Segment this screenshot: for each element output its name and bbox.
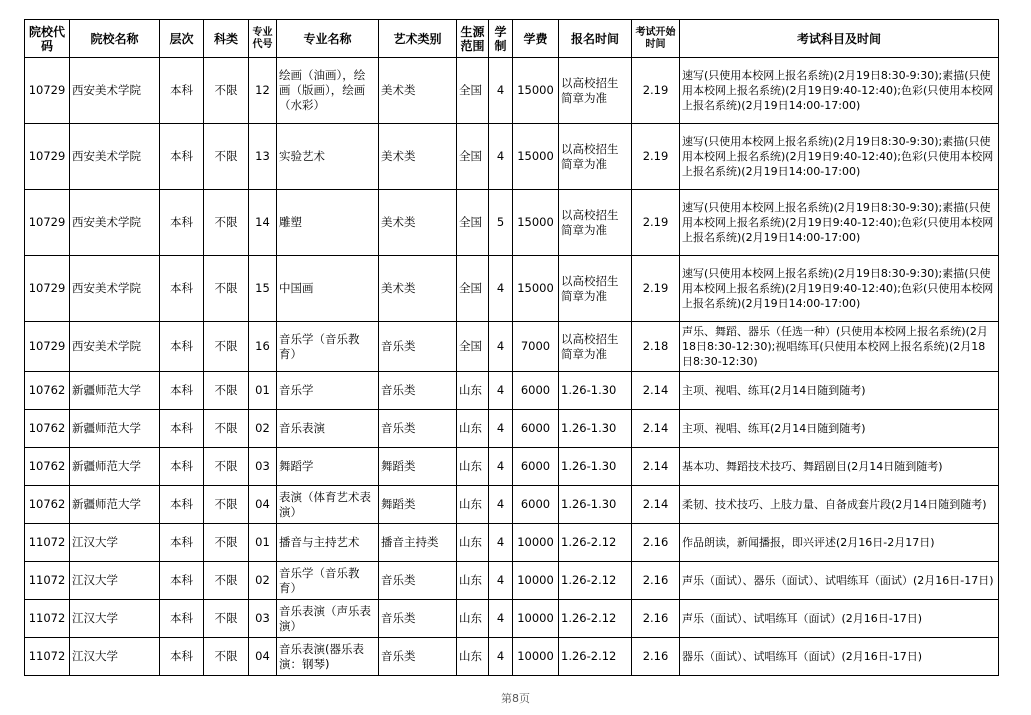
- art-category-cell: 美术类: [379, 256, 457, 322]
- major-code-cell: 13: [249, 124, 277, 190]
- subject-cell: 不限: [204, 600, 249, 638]
- scope-cell: 山东: [457, 410, 489, 448]
- admissions-table: [24, 19, 999, 676]
- table-row: [25, 562, 999, 600]
- school-name-cell: 西安美术学院: [70, 58, 160, 124]
- years-cell: 4: [489, 448, 513, 486]
- exam-subjects-cell: 速写(只使用本校网上报名系统)(2月19日8:30-9:30);素描(只使用本校网上报名系统)(2月19日9:40-12:40);色彩(只使用本校网上报名系统)(2月19日14:00-17:00): [680, 190, 999, 256]
- fee-cell: 6000: [513, 486, 559, 524]
- level-cell: 本科: [160, 322, 204, 372]
- registration-cell: 1.26-1.30: [559, 410, 632, 448]
- exam-subjects-cell: 柔韧、技术技巧、上肢力量、自备成套片段(2月14日随到随考): [680, 486, 999, 524]
- level-cell: 本科: [160, 562, 204, 600]
- level-cell: 本科: [160, 190, 204, 256]
- major-code-cell: 02: [249, 562, 277, 600]
- table-row: [25, 524, 999, 562]
- table-row: [25, 372, 999, 410]
- exam-subjects-cell: 基本功、舞蹈技术技巧、舞蹈剧目(2月14日随到随考): [680, 448, 999, 486]
- fee-cell: 6000: [513, 448, 559, 486]
- header-school-name: 院校名称: [70, 20, 160, 58]
- subject-cell: 不限: [204, 562, 249, 600]
- exam-start-cell: 2.14: [632, 410, 680, 448]
- exam-start-cell: 2.19: [632, 256, 680, 322]
- scope-cell: 山东: [457, 486, 489, 524]
- years-cell: 4: [489, 486, 513, 524]
- exam-subjects-cell: 声乐、舞蹈、器乐（任选一种）(只使用本校网上报名系统)(2月18日8:30-12:30);视唱练耳(只使用本校网上报名系统)(2月18日8:30-12:30): [680, 322, 999, 372]
- exam-start-cell: 2.14: [632, 486, 680, 524]
- school-name-cell: 新疆师范大学: [70, 410, 160, 448]
- table-row: [25, 58, 999, 124]
- exam-subjects-cell: 速写(只使用本校网上报名系统)(2月19日8:30-9:30);素描(只使用本校网上报名系统)(2月19日9:40-12:40);色彩(只使用本校网上报名系统)(2月19日14:00-17:00): [680, 124, 999, 190]
- subject-cell: 不限: [204, 638, 249, 676]
- art-category-cell: 音乐类: [379, 562, 457, 600]
- exam-start-cell: 2.16: [632, 638, 680, 676]
- registration-cell: 1.26-2.12: [559, 638, 632, 676]
- years-cell: 4: [489, 562, 513, 600]
- years-cell: 4: [489, 410, 513, 448]
- exam-subjects-cell: 主项、视唱、练耳(2月14日随到随考): [680, 410, 999, 448]
- registration-cell: 1.26-1.30: [559, 372, 632, 410]
- fee-cell: 10000: [513, 600, 559, 638]
- exam-subjects-cell: 速写(只使用本校网上报名系统)(2月19日8:30-9:30);素描(只使用本校网上报名系统)(2月19日9:40-12:40);色彩(只使用本校网上报名系统)(2月19日14:00-17:00): [680, 256, 999, 322]
- years-cell: 4: [489, 58, 513, 124]
- years-cell: 4: [489, 372, 513, 410]
- registration-cell: 1.26-2.12: [559, 600, 632, 638]
- header-fee: 学费: [513, 20, 559, 58]
- school-name-cell: 江汉大学: [70, 524, 160, 562]
- art-category-cell: 舞蹈类: [379, 486, 457, 524]
- header-exam-subjects: 考试科目及时间: [680, 20, 999, 58]
- level-cell: 本科: [160, 372, 204, 410]
- exam-subjects-cell: 声乐（面试）、器乐（面试）、试唱练耳（面试）(2月16日-17日): [680, 562, 999, 600]
- fee-cell: 7000: [513, 322, 559, 372]
- major-name-cell: 音乐表演: [277, 410, 379, 448]
- scope-cell: 山东: [457, 638, 489, 676]
- school-name-cell: 新疆师范大学: [70, 372, 160, 410]
- scope-cell: 全国: [457, 322, 489, 372]
- major-name-cell: 舞蹈学: [277, 448, 379, 486]
- exam-subjects-cell: 作品朗读，新闻播报，即兴评述(2月16日-2月17日): [680, 524, 999, 562]
- school-code-cell: 10762: [25, 410, 70, 448]
- level-cell: 本科: [160, 486, 204, 524]
- header-art-category: 艺术类别: [379, 20, 457, 58]
- fee-cell: 15000: [513, 256, 559, 322]
- scope-cell: 全国: [457, 124, 489, 190]
- page-number: 第8页: [501, 692, 530, 705]
- major-code-cell: 12: [249, 58, 277, 124]
- scope-cell: 山东: [457, 372, 489, 410]
- header-major-code: 专业代号: [249, 20, 277, 58]
- school-code-cell: 11072: [25, 638, 70, 676]
- fee-cell: 15000: [513, 124, 559, 190]
- fee-cell: 10000: [513, 524, 559, 562]
- registration-cell: 1.26-2.12: [559, 562, 632, 600]
- school-code-cell: 11072: [25, 524, 70, 562]
- years-cell: 4: [489, 124, 513, 190]
- level-cell: 本科: [160, 524, 204, 562]
- major-name-cell: 实验艺术: [277, 124, 379, 190]
- school-name-cell: 江汉大学: [70, 562, 160, 600]
- years-cell: 4: [489, 638, 513, 676]
- subject-cell: 不限: [204, 524, 249, 562]
- table-body: [25, 58, 999, 676]
- table-row: [25, 638, 999, 676]
- school-code-cell: 10762: [25, 372, 70, 410]
- header-exam-start: 考试开始时间: [632, 20, 680, 58]
- header-scope: 生源范围: [457, 20, 489, 58]
- years-cell: 4: [489, 524, 513, 562]
- major-code-cell: 15: [249, 256, 277, 322]
- table-row: [25, 190, 999, 256]
- table-row: [25, 486, 999, 524]
- exam-start-cell: 2.16: [632, 600, 680, 638]
- level-cell: 本科: [160, 58, 204, 124]
- major-name-cell: 表演（体育艺术表演）: [277, 486, 379, 524]
- school-code-cell: 10729: [25, 322, 70, 372]
- years-cell: 4: [489, 322, 513, 372]
- school-name-cell: 江汉大学: [70, 638, 160, 676]
- exam-subjects-cell: 器乐（面试）、试唱练耳（面试）(2月16日-17日): [680, 638, 999, 676]
- school-name-cell: 江汉大学: [70, 600, 160, 638]
- art-category-cell: 音乐类: [379, 410, 457, 448]
- school-name-cell: 西安美术学院: [70, 322, 160, 372]
- header-row: [25, 20, 999, 58]
- art-category-cell: 播音主持类: [379, 524, 457, 562]
- major-code-cell: 02: [249, 410, 277, 448]
- scope-cell: 山东: [457, 448, 489, 486]
- table-row: [25, 410, 999, 448]
- major-name-cell: 绘画（油画），绘画（版画），绘画（水彩）: [277, 58, 379, 124]
- school-code-cell: 10729: [25, 190, 70, 256]
- major-name-cell: 音乐表演(器乐表演：钢琴): [277, 638, 379, 676]
- registration-cell: 以高校招生简章为准: [559, 322, 632, 372]
- exam-start-cell: 2.14: [632, 448, 680, 486]
- subject-cell: 不限: [204, 410, 249, 448]
- years-cell: 4: [489, 256, 513, 322]
- school-code-cell: 10729: [25, 58, 70, 124]
- art-category-cell: 美术类: [379, 190, 457, 256]
- subject-cell: 不限: [204, 486, 249, 524]
- school-name-cell: 西安美术学院: [70, 256, 160, 322]
- subject-cell: 不限: [204, 322, 249, 372]
- school-code-cell: 10729: [25, 256, 70, 322]
- subject-cell: 不限: [204, 448, 249, 486]
- scope-cell: 山东: [457, 600, 489, 638]
- header-subject: 科类: [204, 20, 249, 58]
- major-name-cell: 中国画: [277, 256, 379, 322]
- art-category-cell: 音乐类: [379, 600, 457, 638]
- registration-cell: 以高校招生简章为准: [559, 256, 632, 322]
- exam-subjects-cell: 主项、视唱、练耳(2月14日随到随考): [680, 372, 999, 410]
- school-code-cell: 10762: [25, 448, 70, 486]
- registration-cell: 以高校招生简章为准: [559, 124, 632, 190]
- exam-start-cell: 2.19: [632, 58, 680, 124]
- exam-subjects-cell: 速写(只使用本校网上报名系统)(2月19日8:30-9:30);素描(只使用本校网上报名系统)(2月19日9:40-12:40);色彩(只使用本校网上报名系统)(2月19日14:00-17:00): [680, 58, 999, 124]
- level-cell: 本科: [160, 448, 204, 486]
- header-school-code: 院校代码: [25, 20, 70, 58]
- level-cell: 本科: [160, 124, 204, 190]
- table-row: [25, 256, 999, 322]
- scope-cell: 山东: [457, 524, 489, 562]
- fee-cell: 15000: [513, 190, 559, 256]
- level-cell: 本科: [160, 638, 204, 676]
- school-code-cell: 11072: [25, 600, 70, 638]
- major-name-cell: 音乐学（音乐教育）: [277, 322, 379, 372]
- major-code-cell: 04: [249, 638, 277, 676]
- art-category-cell: 美术类: [379, 58, 457, 124]
- fee-cell: 10000: [513, 638, 559, 676]
- major-code-cell: 04: [249, 486, 277, 524]
- scope-cell: 全国: [457, 190, 489, 256]
- fee-cell: 6000: [513, 410, 559, 448]
- scope-cell: 全国: [457, 256, 489, 322]
- school-name-cell: 西安美术学院: [70, 124, 160, 190]
- scope-cell: 山东: [457, 562, 489, 600]
- art-category-cell: 美术类: [379, 124, 457, 190]
- exam-start-cell: 2.16: [632, 562, 680, 600]
- major-code-cell: 03: [249, 600, 277, 638]
- major-name-cell: 音乐学: [277, 372, 379, 410]
- subject-cell: 不限: [204, 372, 249, 410]
- exam-start-cell: 2.19: [632, 190, 680, 256]
- subject-cell: 不限: [204, 190, 249, 256]
- art-category-cell: 音乐类: [379, 322, 457, 372]
- major-name-cell: 音乐表演（声乐表演）: [277, 600, 379, 638]
- level-cell: 本科: [160, 410, 204, 448]
- exam-subjects-cell: 声乐（面试）、试唱练耳（面试）(2月16日-17日): [680, 600, 999, 638]
- table-row: [25, 124, 999, 190]
- exam-start-cell: 2.16: [632, 524, 680, 562]
- fee-cell: 10000: [513, 562, 559, 600]
- major-code-cell: 01: [249, 524, 277, 562]
- school-code-cell: 10762: [25, 486, 70, 524]
- school-name-cell: 新疆师范大学: [70, 448, 160, 486]
- art-category-cell: 音乐类: [379, 372, 457, 410]
- subject-cell: 不限: [204, 58, 249, 124]
- major-name-cell: 播音与主持艺术: [277, 524, 379, 562]
- level-cell: 本科: [160, 600, 204, 638]
- header-major-name: 专业名称: [277, 20, 379, 58]
- school-code-cell: 10729: [25, 124, 70, 190]
- major-name-cell: 雕塑: [277, 190, 379, 256]
- registration-cell: 1.26-1.30: [559, 448, 632, 486]
- exam-start-cell: 2.14: [632, 372, 680, 410]
- registration-cell: 以高校招生简章为准: [559, 190, 632, 256]
- admissions-table-sheet: [24, 19, 999, 676]
- table-row: [25, 322, 999, 372]
- table-row: [25, 600, 999, 638]
- exam-start-cell: 2.19: [632, 124, 680, 190]
- major-name-cell: 音乐学（音乐教育）: [277, 562, 379, 600]
- school-name-cell: 新疆师范大学: [70, 486, 160, 524]
- subject-cell: 不限: [204, 256, 249, 322]
- school-code-cell: 11072: [25, 562, 70, 600]
- fee-cell: 6000: [513, 372, 559, 410]
- major-code-cell: 03: [249, 448, 277, 486]
- header-registration: 报名时间: [559, 20, 632, 58]
- registration-cell: 1.26-1.30: [559, 486, 632, 524]
- header-level: 层次: [160, 20, 204, 58]
- exam-start-cell: 2.18: [632, 322, 680, 372]
- registration-cell: 以高校招生简章为准: [559, 58, 632, 124]
- art-category-cell: 音乐类: [379, 638, 457, 676]
- major-code-cell: 16: [249, 322, 277, 372]
- header-years: 学制: [489, 20, 513, 58]
- school-name-cell: 西安美术学院: [70, 190, 160, 256]
- major-code-cell: 14: [249, 190, 277, 256]
- registration-cell: 1.26-2.12: [559, 524, 632, 562]
- subject-cell: 不限: [204, 124, 249, 190]
- fee-cell: 15000: [513, 58, 559, 124]
- level-cell: 本科: [160, 256, 204, 322]
- art-category-cell: 舞蹈类: [379, 448, 457, 486]
- table-row: [25, 448, 999, 486]
- years-cell: 5: [489, 190, 513, 256]
- major-code-cell: 01: [249, 372, 277, 410]
- years-cell: 4: [489, 600, 513, 638]
- scope-cell: 全国: [457, 58, 489, 124]
